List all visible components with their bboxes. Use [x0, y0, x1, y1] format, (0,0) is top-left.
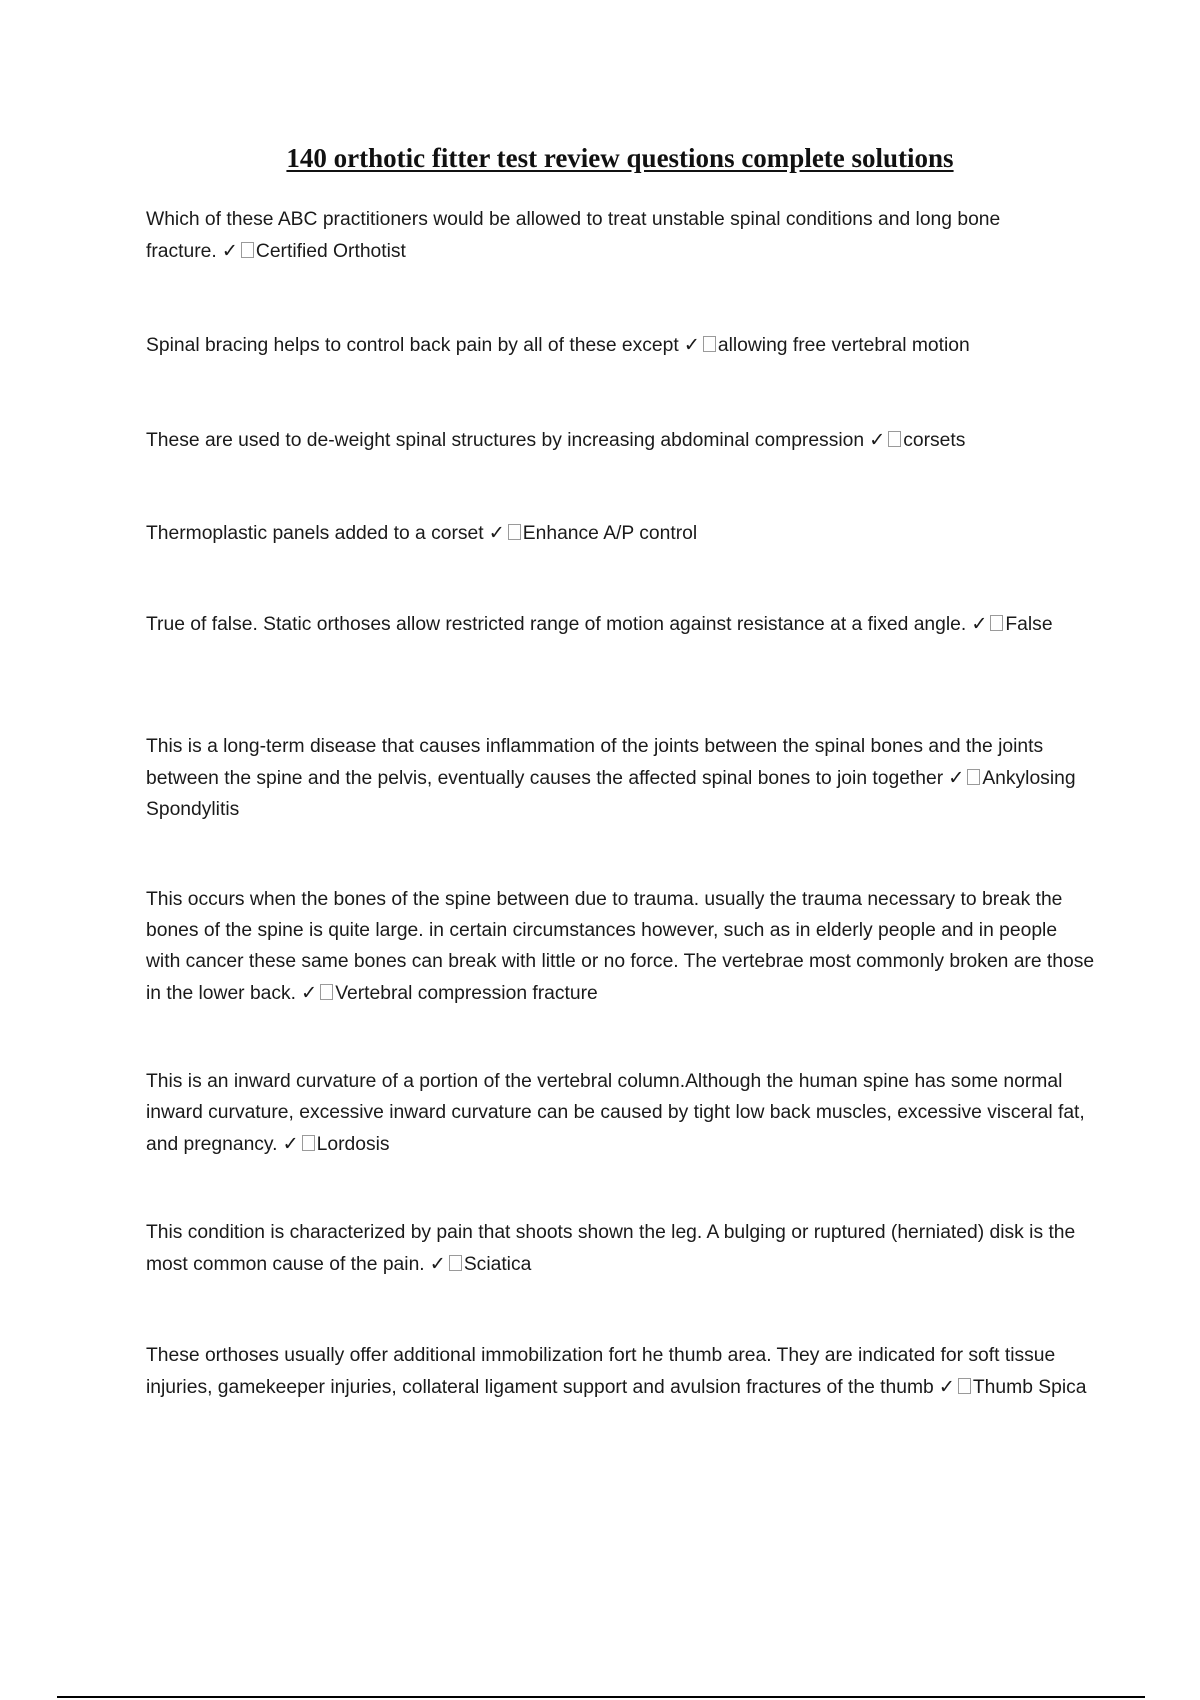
question-text: Which of these ABC practitioners would be allowed to treat unstable spinal conditions and long bone fracture.	[146, 209, 1001, 262]
empty-box-icon	[967, 769, 980, 785]
qa-item	[146, 1066, 1096, 1160]
empty-box-icon	[703, 336, 716, 352]
answer-text: Vertebral compression fracture	[335, 983, 598, 1004]
qa-item	[146, 204, 1096, 267]
check-mark-icon: ✓	[429, 1252, 446, 1275]
question-text: Spinal bracing helps to control back pain by all of these except	[146, 335, 679, 356]
empty-box-icon	[449, 1255, 462, 1271]
check-mark-icon: ✓	[282, 1132, 299, 1155]
question-text: These are used to de-weight spinal structures by increasing abdominal compression	[146, 430, 865, 451]
check-mark-icon: ✓	[938, 1375, 955, 1398]
answer-text: Ankylosing Spondylitis	[146, 768, 1076, 820]
question-text: True of false. Static orthoses allow restricted range of motion against resistance at a fixed angle.	[146, 614, 967, 635]
answer-text: Sciatica	[463, 1254, 532, 1275]
question-text: This occurs when the bones of the spine between due to trauma. usually the trauma necessary to break the bones of the spine is quite large. in certain circumstances however, such as in elderly people and in people with cancer these same bones can break with little or no force. The vertebrae most commonly broken are those in the lower back.	[146, 889, 1095, 1004]
qa-item	[146, 608, 1096, 640]
answer-text: Lordosis	[316, 1134, 390, 1155]
empty-box-icon	[508, 524, 521, 540]
question-text: This is a long-term disease that causes inflammation of the joints between the spinal bones and the joints between the spine and the pelvis, eventually causes the affected spinal bones to join together	[146, 736, 1044, 789]
question-text: Thermoplastic panels added to a corset	[146, 523, 484, 544]
question-text: These orthoses usually offer additional immobilization fort he thumb area. They are indicated for soft tissue injuries, gamekeeper injuries, collateral ligament support and avulsion fractures of the thumb	[146, 1345, 1056, 1398]
question-text: This is an inward curvature of a portion of the vertebral column.Although the human spine has some normal inward curvature, excessive inward curvature can be caused by tight low back muscles, excessive visceral fat, and pregnancy.	[146, 1071, 1085, 1155]
qa-item	[146, 731, 1096, 825]
empty-box-icon	[302, 1135, 315, 1151]
qa-item	[146, 329, 1096, 361]
question-text: This condition is characterized by pain that shoots shown the leg. A bulging or ruptured (herniated) disk is the most common cause of the pain.	[146, 1222, 1076, 1275]
check-mark-icon: ✓	[488, 521, 505, 544]
check-mark-icon: ✓	[971, 612, 988, 635]
empty-box-icon	[888, 431, 901, 447]
check-mark-icon: ✓	[869, 428, 886, 451]
qa-item	[146, 884, 1096, 1009]
empty-box-icon	[241, 242, 254, 258]
answer-text: Thumb Spica	[972, 1377, 1087, 1398]
qa-item	[146, 1217, 1096, 1280]
page-title: 140 orthotic fitter test review questions complete solutions	[286, 143, 954, 173]
check-mark-icon: ✓	[683, 333, 700, 356]
qa-item	[146, 424, 1096, 456]
answer-text: Certified Orthotist	[255, 241, 406, 262]
answer-text: Enhance A/P control	[522, 523, 698, 544]
answer-text: allowing free vertebral motion	[717, 335, 970, 356]
answer-text: corsets	[903, 430, 966, 451]
empty-box-icon	[320, 984, 333, 1000]
check-mark-icon: ✓	[221, 239, 238, 262]
answer-text: False	[1005, 614, 1053, 635]
empty-box-icon	[958, 1378, 971, 1394]
check-mark-icon: ✓	[301, 981, 318, 1004]
qa-item	[146, 517, 1096, 549]
check-mark-icon: ✓	[948, 766, 965, 789]
qa-item	[146, 1340, 1096, 1403]
empty-box-icon	[990, 615, 1003, 631]
bottom-divider	[57, 1696, 1145, 1698]
